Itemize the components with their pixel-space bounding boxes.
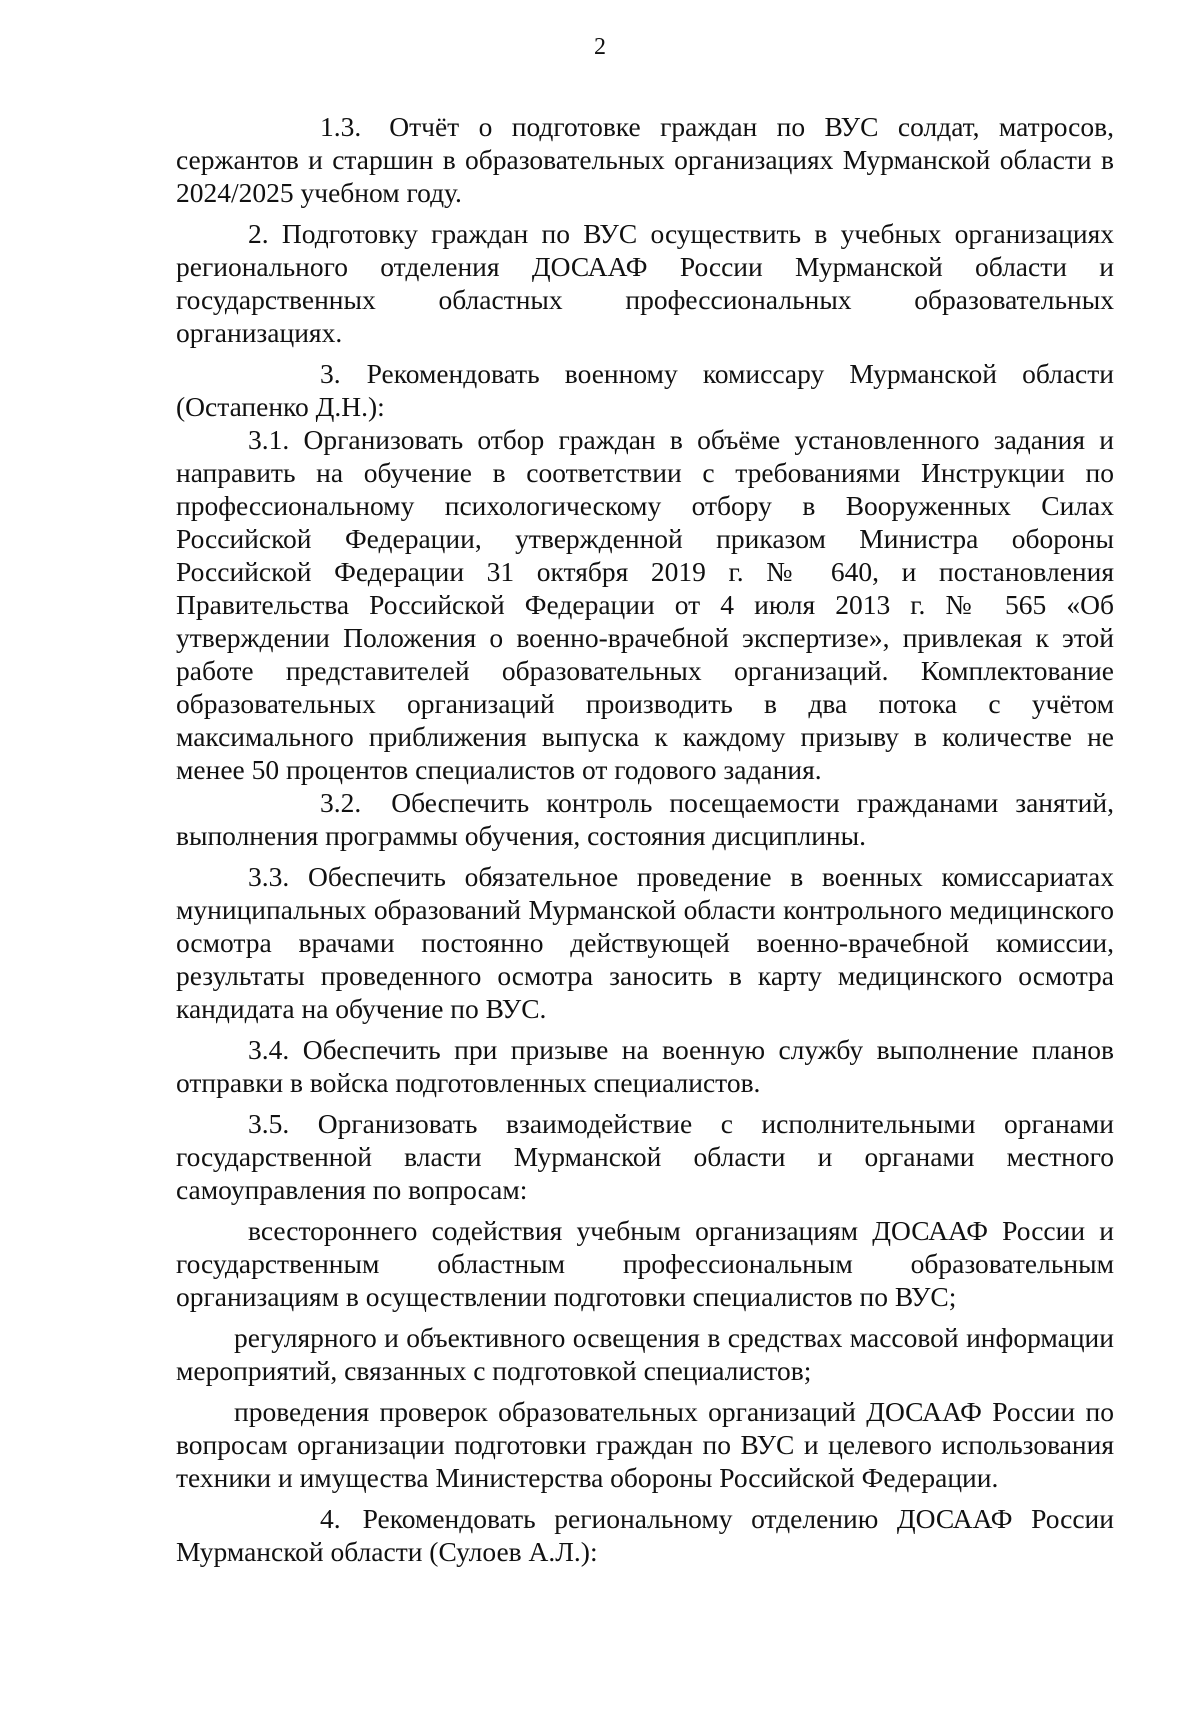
paragraph-3-2 bbox=[176, 786, 1114, 852]
paragraph-number: 3. bbox=[320, 358, 341, 389]
paragraph-text: Обеспечить контроль посещаемости гражданами занятий, выполнения программы обучения, состояния дисциплины. bbox=[176, 787, 1114, 851]
paragraph-4 bbox=[176, 1502, 1114, 1568]
paragraph-3 bbox=[176, 357, 1114, 423]
paragraph-3-4: 3.4. Обеспечить при призыве на военную службу выполнение планов отправки в войска подготовленных специалистов. bbox=[176, 1034, 1114, 1098]
paragraph-1-3 bbox=[176, 110, 1114, 209]
paragraph-2: 2. Подготовку граждан по ВУС осуществить в учебных организациях регионального отделения ДОСААФ России Мурманской области и государственных областных профессиональных образовательных организациях. bbox=[176, 218, 1114, 348]
page-number: 2 bbox=[594, 34, 606, 60]
document-body bbox=[176, 110, 1114, 1568]
paragraph-3-5-item-1: всестороннего содействия учебным организациям ДОСААФ России и государственным областным профессиональным образовательным организациям в осуществлении подготовки специалистов по ВУС; bbox=[176, 1215, 1114, 1312]
paragraph-number: 1.3. bbox=[320, 111, 362, 142]
paragraph-3-1: 3.1. Организовать отбор граждан в объёме установленного задания и направить на обучение в соответствии с требованиями Инструкции по профессиональному психологическому отбору в Вооруженных Силах Российской Федерации, утвержденной приказом Министра обороны Российской Федерации 31 октября 2019 г. № 640, и постановления Правительства Российской Федерации от 4 июля 2013 г. № 565 «Об утверждении Положения о военно-врачебной экспертизе», привлекая к этой работе представителей образовательных организаций. Комплектование образовательных организаций производить в два потока с учётом максимального приближения выпуска к каждому призыву в количестве не менее 50 процентов специалистов от годового задания. bbox=[176, 424, 1114, 785]
paragraph-3-5: 3.5. Организовать взаимодействие с исполнительными органами государственной власти Мурманской области и органами местного самоуправления по вопросам: bbox=[176, 1108, 1114, 1205]
paragraph-text: Рекомендовать военному комиссару Мурманской области (Остапенко Д.Н.): bbox=[176, 358, 1114, 422]
paragraph-text: Отчёт о подготовке граждан по ВУС солдат, матросов, сержантов и старшин в образовательных организациях Мурманской области в 2024/2025 учебном году. bbox=[176, 111, 1114, 208]
paragraph-3-3: 3.3. Обеспечить обязательное проведение в военных комиссариатах муниципальных образований Мурманской области контрольного медицинского осмотра врачами постоянно действующей военно-врачебной комиссии, результаты проведенного осмотра заносить в карту медицинского осмотра кандидата на обучение по ВУС. bbox=[176, 861, 1114, 1024]
paragraph-number: 3.2. bbox=[320, 787, 362, 818]
paragraph-3-5-item-2: регулярного и объективного освещения в средствах массовой информации мероприятий, связанных с подготовкой специалистов; bbox=[176, 1322, 1114, 1386]
paragraph-text: Рекомендовать региональному отделению ДОСААФ России Мурманской области (Сулоев А.Л.): bbox=[176, 1503, 1114, 1567]
paragraph-number: 4. bbox=[320, 1503, 341, 1534]
paragraph-3-5-item-3: проведения проверок образовательных организаций ДОСААФ России по вопросам организации подготовки граждан по ВУС и целевого использования техники и имущества Министерства обороны Российской Федерации. bbox=[176, 1396, 1114, 1493]
